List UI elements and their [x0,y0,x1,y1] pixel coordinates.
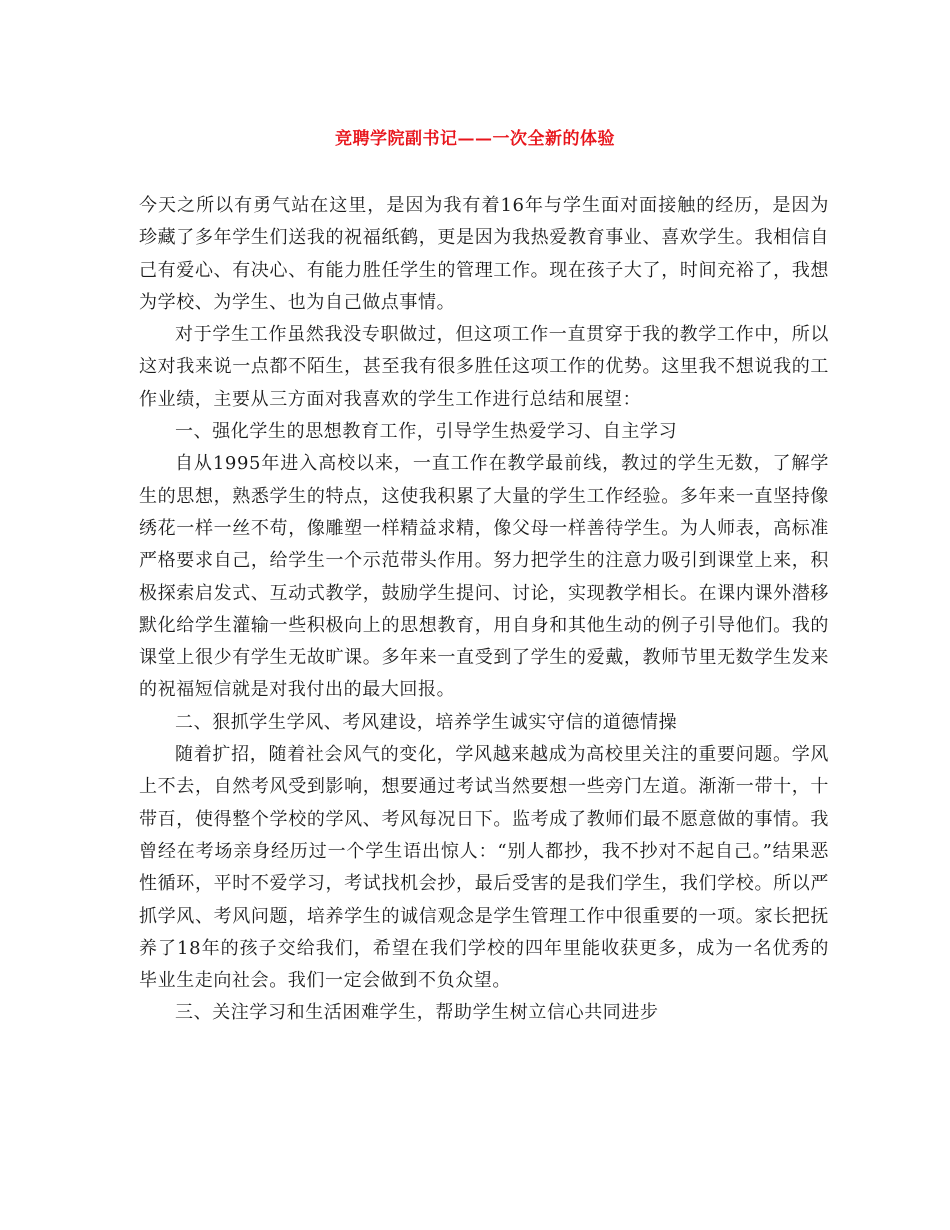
section-heading: 二、狠抓学生学风、考风建设，培养学生诚实守信的道德情操 [175,711,678,733]
paragraph: 对于学生工作虽然我没专职做过，但这项工作一直贯穿于我的教学工作中，所以这对我来说一点都不陌生，甚至我有很多胜任这项工作的优势。这里我不想说我的工作业绩，主要从三方面对我喜欢的学生工作进行总结和展望： [139,324,829,410]
paragraph: 自从1995年进入高校以来，一直工作在教学最前线，教过的学生无数，了解学生的思想，熟悉学生的特点，这使我积累了大量的学生工作经验。多年来一直坚持像绣花一样一丝不苟，像雕塑一样精益求精，像父母一样善待学生。为人师表，高标准严格要求自己，给学生一个示范带头作用。努力把学生的注意力吸引到课堂上来，积极探索启发式、互动式教学，鼓励学生提问、讨论，实现教学相长。在课内课外潜移默化给学生灌输一些积极向上的思想教育，用自身和其他生动的例子引导他们。我的课堂上很少有学生无故旷课。多年来一直受到了学生的爱戴，教师节里无数学生发来的祝福短信就是对我付出的最大回报。 [139,453,829,701]
section-heading: 一、强化学生的思想教育工作，引导学生热爱学习、自主学习 [175,421,678,443]
paragraph: 今天之所以有勇气站在这里，是因为我有着16年与学生面对面接触的经历，是因为珍藏了多年学生们送我的祝福纸鹤，更是因为我热爱教育事业、喜欢学生。我相信自己有爱心、有决心、有能力胜任学生的管理工作。现在孩子大了，时间充裕了，我想为学校、为学生、也为自己做点事情。 [139,195,829,313]
document-body [139,190,829,1030]
paragraph: 随着扩招，随着社会风气的变化，学风越来越成为高校里关注的重要问题。学风上不去，自然考风受到影响，想要通过考试当然要想一些旁门左道。渐渐一带十，十带百，使得整个学校的学风、考风每况日下。监考成了教师们最不愿意做的事情。我曾经在考场亲身经历过一个学生语出惊人：“别人都抄，我不抄对不起自己。”结果恶性循环，平时不爱学习，考试找机会抄，最后受害的是我们学生，我们学校。所以严抓学风、考风问题，培养学生的诚信观念是学生管理工作中很重要的一项。家长把抚养了18年的孩子交给我们，希望在我们学校的四年里能收获更多，成为一名优秀的毕业生走向社会。我们一定会做到不负众望。 [139,744,829,992]
document-title: 竞聘学院副书记——一次全新的体验 [335,129,615,149]
section-heading: 三、关注学习和生活困难学生，帮助学生树立信心共同进步 [175,1002,659,1024]
